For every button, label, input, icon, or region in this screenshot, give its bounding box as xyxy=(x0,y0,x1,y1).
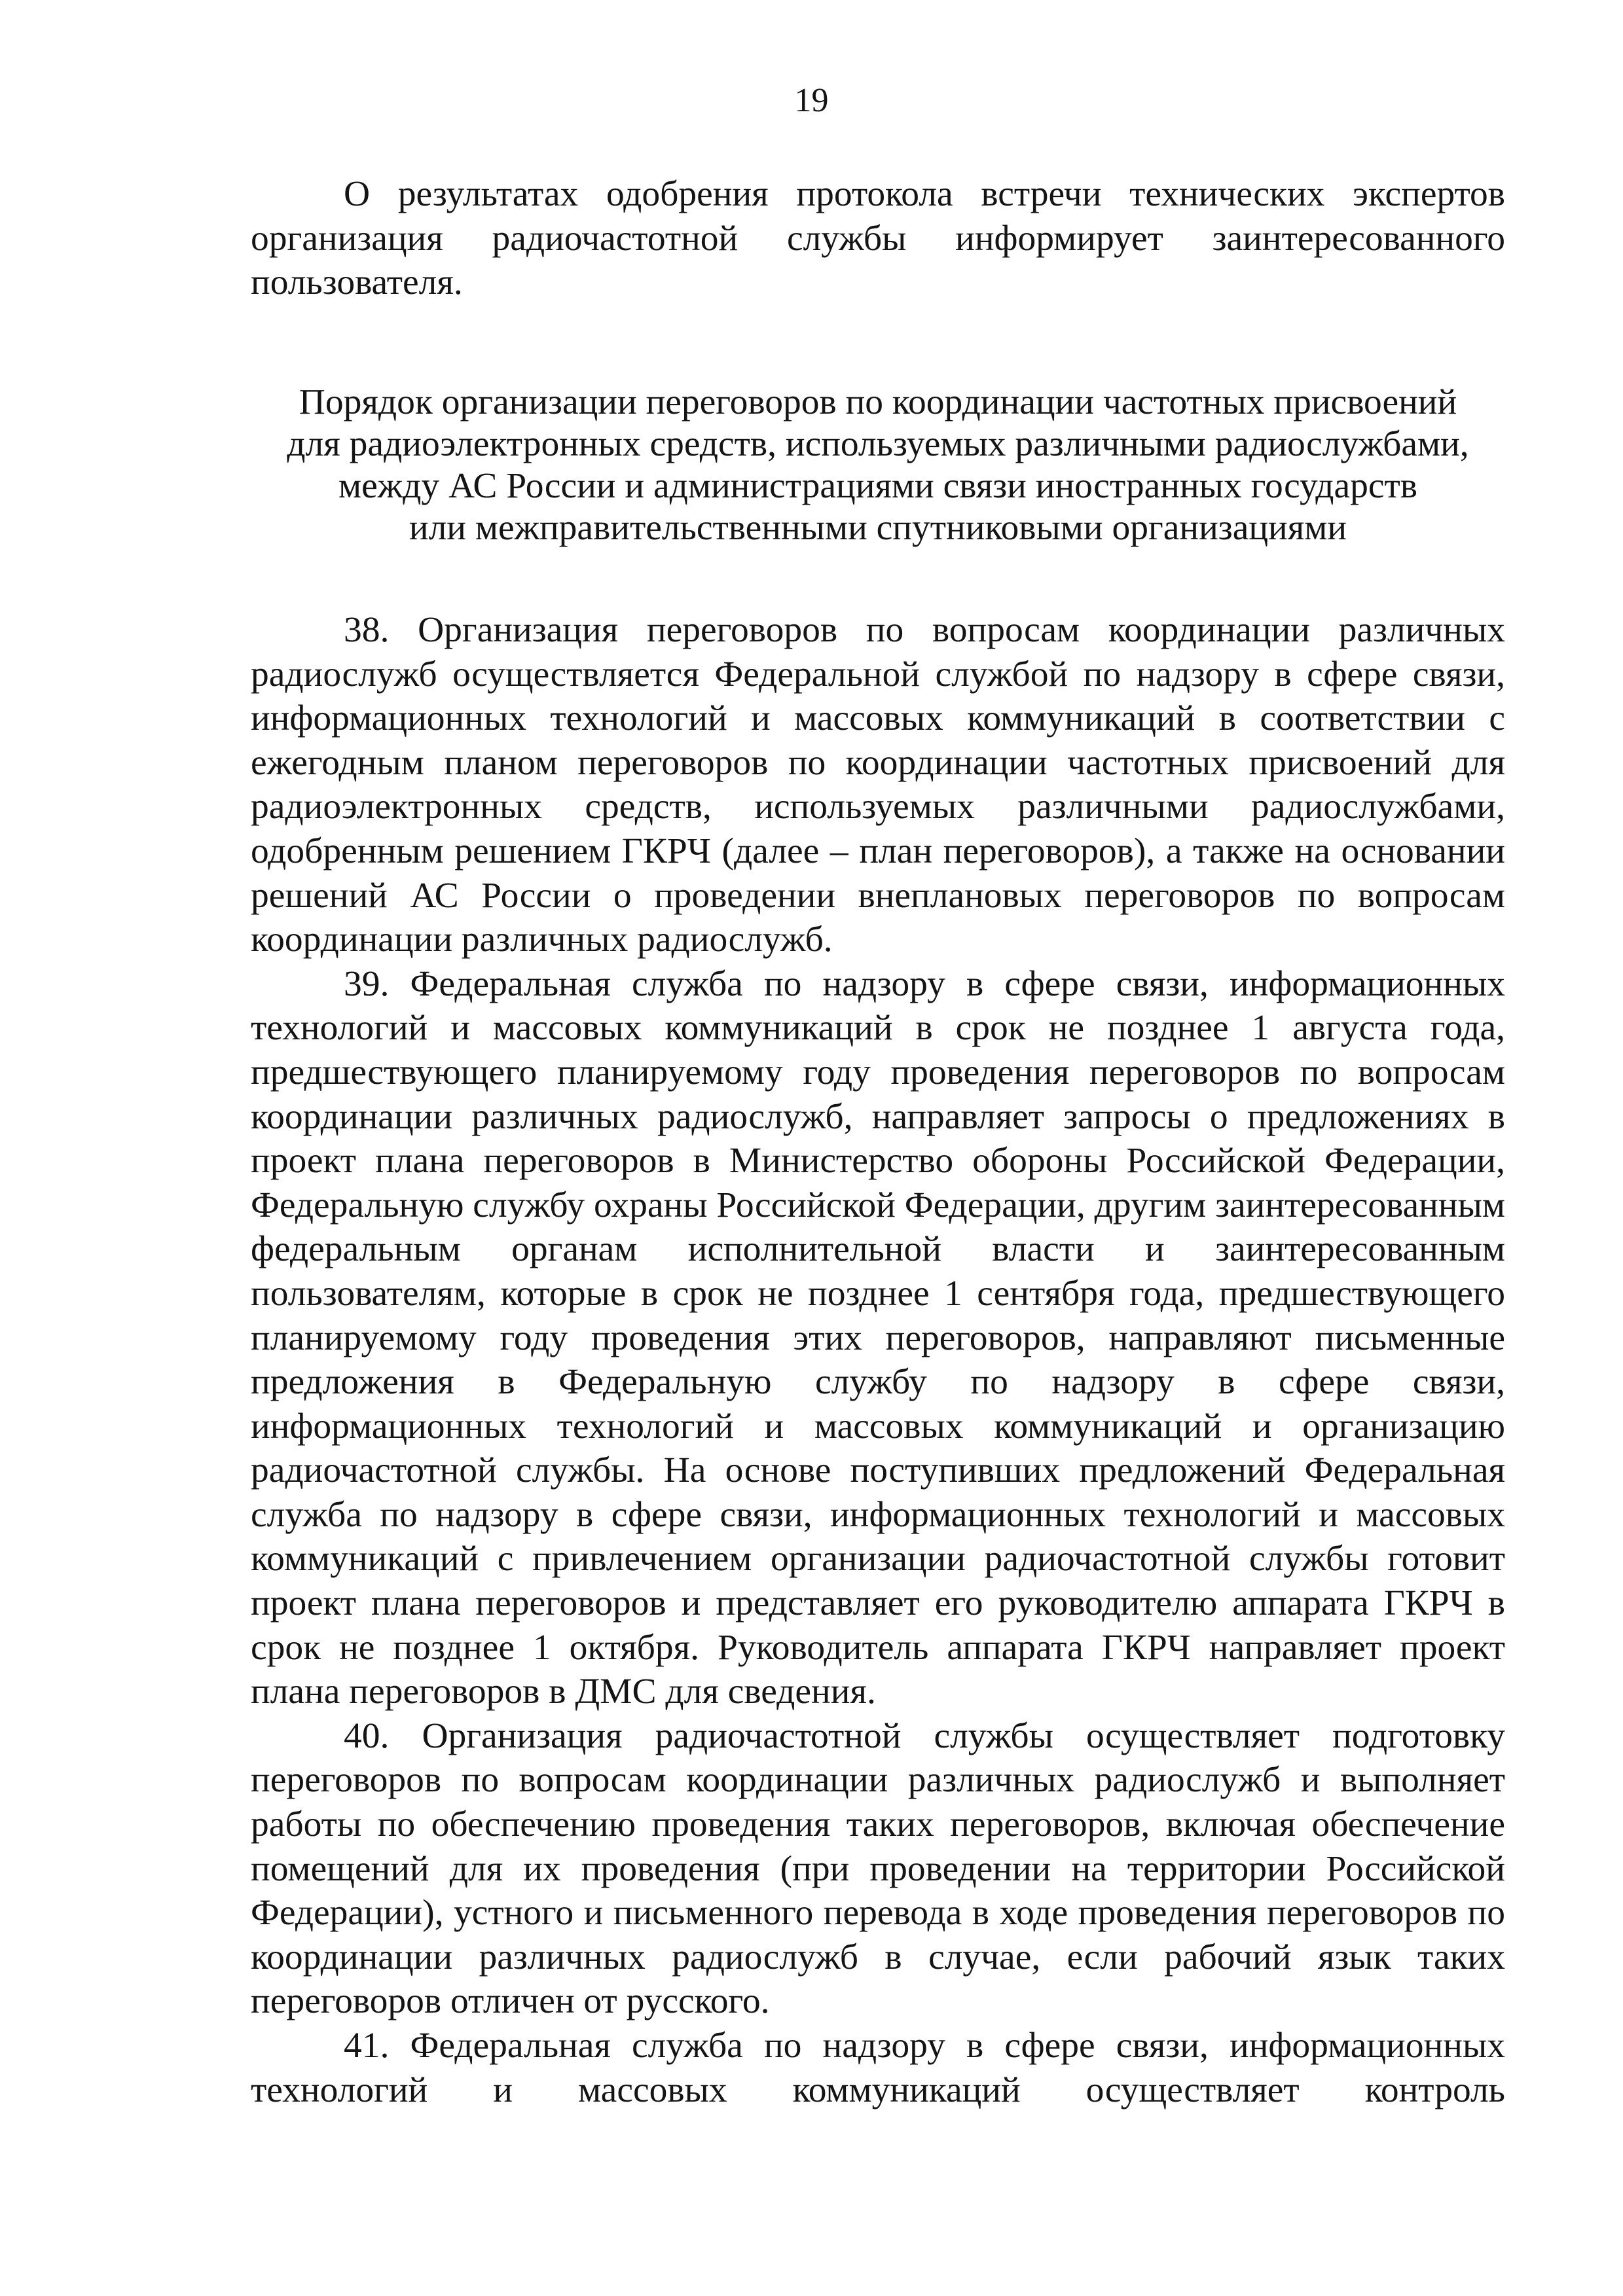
section-title-line: для радиоэлектронных средств, используемых различными радиослужбами, xyxy=(287,424,1469,464)
item-paragraph-39 xyxy=(251,962,1505,1714)
item-number: 41. xyxy=(344,2026,390,2066)
item-number: 39. xyxy=(344,963,390,1004)
item-text: Организация радиочастотной службы осуществляет подготовку переговоров по вопросам координации различных радиослужб и выполняет работы по обеспечению проведения таких переговоров, включая обеспечение помещений для их проведения (при проведении на территории Российской Федерации), устного и письменного перевода в ходе проведения переговоров по координации различных радиослужб в случае, если рабочий язык таких переговоров отличен от русского. xyxy=(251,1715,1506,2022)
item-number: 38. xyxy=(344,610,390,650)
intro-paragraph: О результатах одобрения протокола встречи технических экспертов организация радиочастотной службы информирует заинтересованного пользователя. xyxy=(251,174,1505,303)
section-title-line: Порядок организации переговоров по координации частотных присвоений xyxy=(299,382,1457,422)
items-block xyxy=(251,608,1505,2112)
item-text: Федеральная служба по надзору в сфере связи, информационных технологий и массовых коммуникаций осуществляет контроль xyxy=(251,2026,1505,2110)
item-paragraph-40 xyxy=(251,1714,1505,2024)
item-number: 40. xyxy=(344,1715,390,1756)
item-text: Организация переговоров по вопросам координации различных радиослужб осуществляется Федеральной службой по надзору в сфере связи, информационных технологий и массовых коммуникаций в соответствии с ежегодным планом переговоров по координации частотных присвоений для радиоэлектронных средств, используемых различными радиослужбами, одобренным решением ГКРЧ (далее – план переговоров), а также на основании решений АС России о проведении внеплановых переговоров по вопросам координации различных радиослужб. xyxy=(251,610,1505,960)
section-title-line: между АС России и администрациями связи иностранных государств xyxy=(338,466,1417,506)
item-paragraph-38 xyxy=(251,608,1505,962)
section-title xyxy=(251,382,1505,549)
page-number: 19 xyxy=(794,82,829,119)
section-title-line: или межправительственными спутниковыми организациями xyxy=(409,508,1347,548)
intro-block xyxy=(251,172,1505,305)
item-paragraph-41 xyxy=(251,2024,1505,2112)
item-text: Федеральная служба по надзору в сфере связи, информационных технологий и массовых коммуникаций в срок не позднее 1 августа года, предшествующего планируемому году проведения переговоров по вопросам координации различных радиослужб, направляет запросы о предложениях в проект плана переговоров в Министерство обороны Российской Федерации, Федеральную службу охраны Российской Федерации, другим заинтересованным федеральным органам исполнительной власти и заинтересованным пользователям, которые в срок не позднее 1 сентября года, предшествующего планируемому году проведения этих переговоров, направляют письменные предложения в Федеральную службу по надзору в сфере связи, информационных технологий и массовых коммуникаций и организацию радиочастотной службы. На основе поступивших предложений Федеральная служба по надзору в сфере связи, информационных технологий и массовых коммуникаций с привлечением организации радиочастотной службы готовит проект плана переговоров и представляет его руководителю аппарата ГКРЧ в срок не позднее 1 октября. Руководитель аппарата ГКРЧ направляет проект плана переговоров в ДМС для сведения. xyxy=(251,963,1505,1712)
